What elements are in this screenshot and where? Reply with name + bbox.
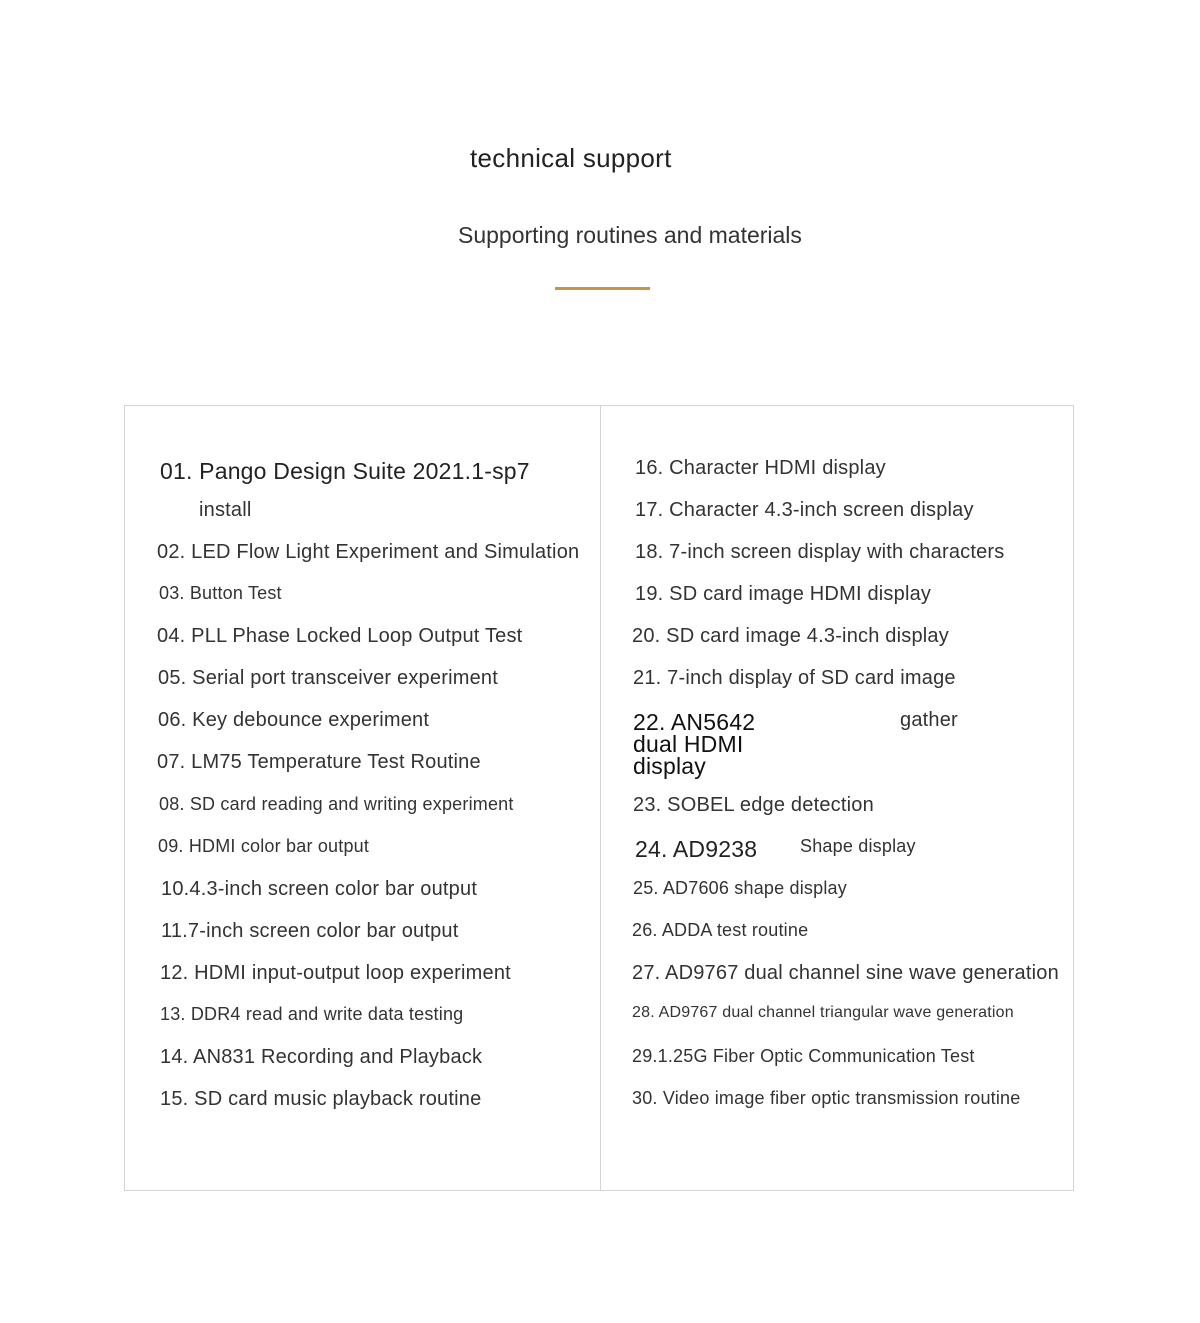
list-item: 26. ADDA test routine (632, 920, 809, 940)
list-item: 27. AD9767 dual channel sine wave generation (632, 962, 1059, 984)
list-item: 29.1.25G Fiber Optic Communication Test (632, 1046, 975, 1066)
list-item: 22. AN5642 dual HDMI display (633, 709, 756, 779)
list-item: 12. HDMI input-output loop experiment (160, 962, 511, 984)
list-item: 21. 7-inch display of SD card image (633, 667, 956, 689)
list-item: 11.7-inch screen color bar output (161, 920, 459, 942)
list-item: 06. Key debounce experiment (158, 709, 430, 731)
list-item: install (199, 499, 252, 521)
list-item: 28. AD9767 dual channel triangular wave generation (632, 1004, 1014, 1021)
list-item: 03. Button Test (159, 583, 282, 603)
list-item: 30. Video image fiber optic transmission routine (632, 1088, 1021, 1108)
list-item: 15. SD card music playback routine (160, 1088, 482, 1110)
list-item: 10.4.3-inch screen color bar output (161, 878, 478, 900)
page-subtitle: Supporting routines and materials (458, 222, 802, 248)
list-item: 05. Serial port transceiver experiment (158, 667, 498, 689)
accent-divider (555, 287, 650, 290)
list-item: 19. SD card image HDMI display (635, 583, 932, 605)
list-item: Shape display (800, 836, 916, 856)
list-item: 25. AD7606 shape display (633, 878, 847, 898)
list-item: 01. Pango Design Suite 2021.1-sp7 (160, 458, 530, 484)
list-item: 13. DDR4 read and write data testing (160, 1004, 464, 1024)
list-item: gather (900, 709, 958, 731)
list-item: 17. Character 4.3-inch screen display (635, 499, 974, 521)
list-item: 16. Character HDMI display (635, 457, 886, 479)
list-item: 14. AN831 Recording and Playback (160, 1046, 483, 1068)
list-item: 09. HDMI color bar output (158, 836, 370, 856)
list-item: 02. LED Flow Light Experiment and Simulation (157, 541, 580, 563)
list-item: 24. AD9238 (635, 836, 758, 862)
page-title: technical support (470, 143, 672, 173)
list-item: 04. PLL Phase Locked Loop Output Test (157, 625, 523, 647)
list-item: 23. SOBEL edge detection (633, 794, 874, 816)
list-item: 18. 7-inch screen display with characters (635, 541, 1005, 563)
list-item: 20. SD card image 4.3-inch display (632, 625, 949, 647)
column-divider (600, 405, 601, 1191)
list-item: 08. SD card reading and writing experiment (159, 794, 514, 814)
list-item: 07. LM75 Temperature Test Routine (157, 751, 481, 773)
